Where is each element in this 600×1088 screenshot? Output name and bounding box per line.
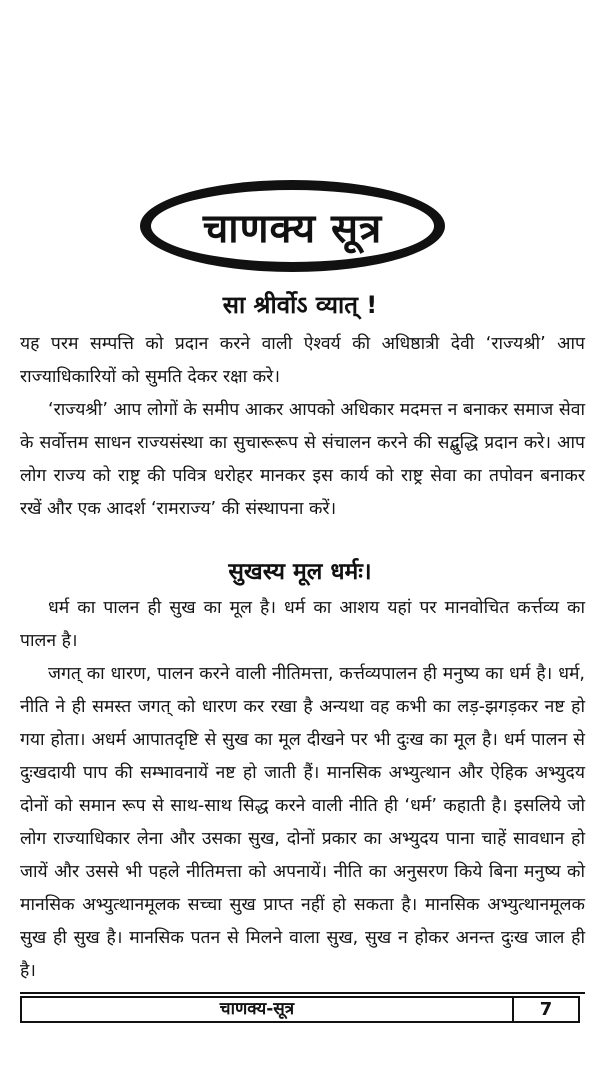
footer-rule [20, 992, 585, 994]
page-footer [20, 996, 580, 1023]
title-oval-inner [149, 188, 436, 264]
running-title: चाणक्य-सूत्र [219, 999, 295, 1019]
page-number: 7 [539, 999, 553, 1020]
paragraph-1: यह परम सम्पत्ति को प्रदान करने वाली ऐश्वर्य की अधिष्ठात्री देवी ‘राज्यश्री’ आप राज्याधिकारियों को सुमति देकर रक्षा करे। [20, 334, 585, 387]
book-title: चाणक्य सूत्र [202, 205, 383, 252]
section-heading-1: सा श्रीर्वोऽ व्यात् ! [222, 291, 378, 319]
paragraph-3: धर्म का पालन ही सुख का मूल है। धर्म का आशय यहां पर मानवोचित कर्त्तव्य का पालन है। [20, 598, 585, 651]
paragraph-2: ‘राज्यश्री’ आप लोगों के समीप आकर आपको अधिकार मदमत्त न बनाकर समाज सेवा के सर्वोत्तम साधन राज्यसंस्था का सुचारूरूप से संचालन करने की सद्बुद्धि प्रदान करे। आप लोग राज्य को राष्ट्र की पवित्र धरोहर मानकर इस कार्य को राष्ट्र सेवा का तपोवन बनाकर रखें और एक आदर्श ‘रामराज्य’ की संस्थापना करें। [20, 400, 585, 519]
paragraph-4: जगत् का धारण, पालन करने वाली नीतिमत्ता, कर्त्तव्यपालन ही मनुष्य का धर्म है। धर्म, नीति ने ही समस्त जगत् को धारण कर रखा है अन्यथा वह कभी का लड़-झगड़कर नष्ट हो गया होता। अधर्म आपातदृष्टि से सुख का मूल दीखने पर भी दुःख का मूल है। धर्म पालन से दुःखदायी पाप की सम्भावनायें नष्ट हो जाती हैं। मानसिक अभ्युत्थान और ऐहिक अभ्युदय दोनों को समान रूप से साथ-साथ सिद्ध करने वाली नीति ही ‘धर्म’ कहाती है। इसलिये जो लोग राज्याधिकार लेना और उसका सुख, दोनों प्रकार का अभ्युदय पाना चाहें सावधान हो जायें और उससे भी पहले नीतिमत्ता को अपनायें। नीति का अनुसरण किये बिना मनुष्य को मानसिक अभ्युत्थानमूलक सच्चा सुख प्राप्त नहीं हो सकता है। मानसिक अभ्युत्थानमूलक सुख ही सुख है। मानसिक पतन से मिलने वाला सुख, सुख न होकर अनन्त दुःख जाल ही है। [20, 664, 585, 981]
section-heading-2: सुखस्य मूल धर्मः। [228, 559, 372, 585]
title-banner [140, 180, 445, 280]
